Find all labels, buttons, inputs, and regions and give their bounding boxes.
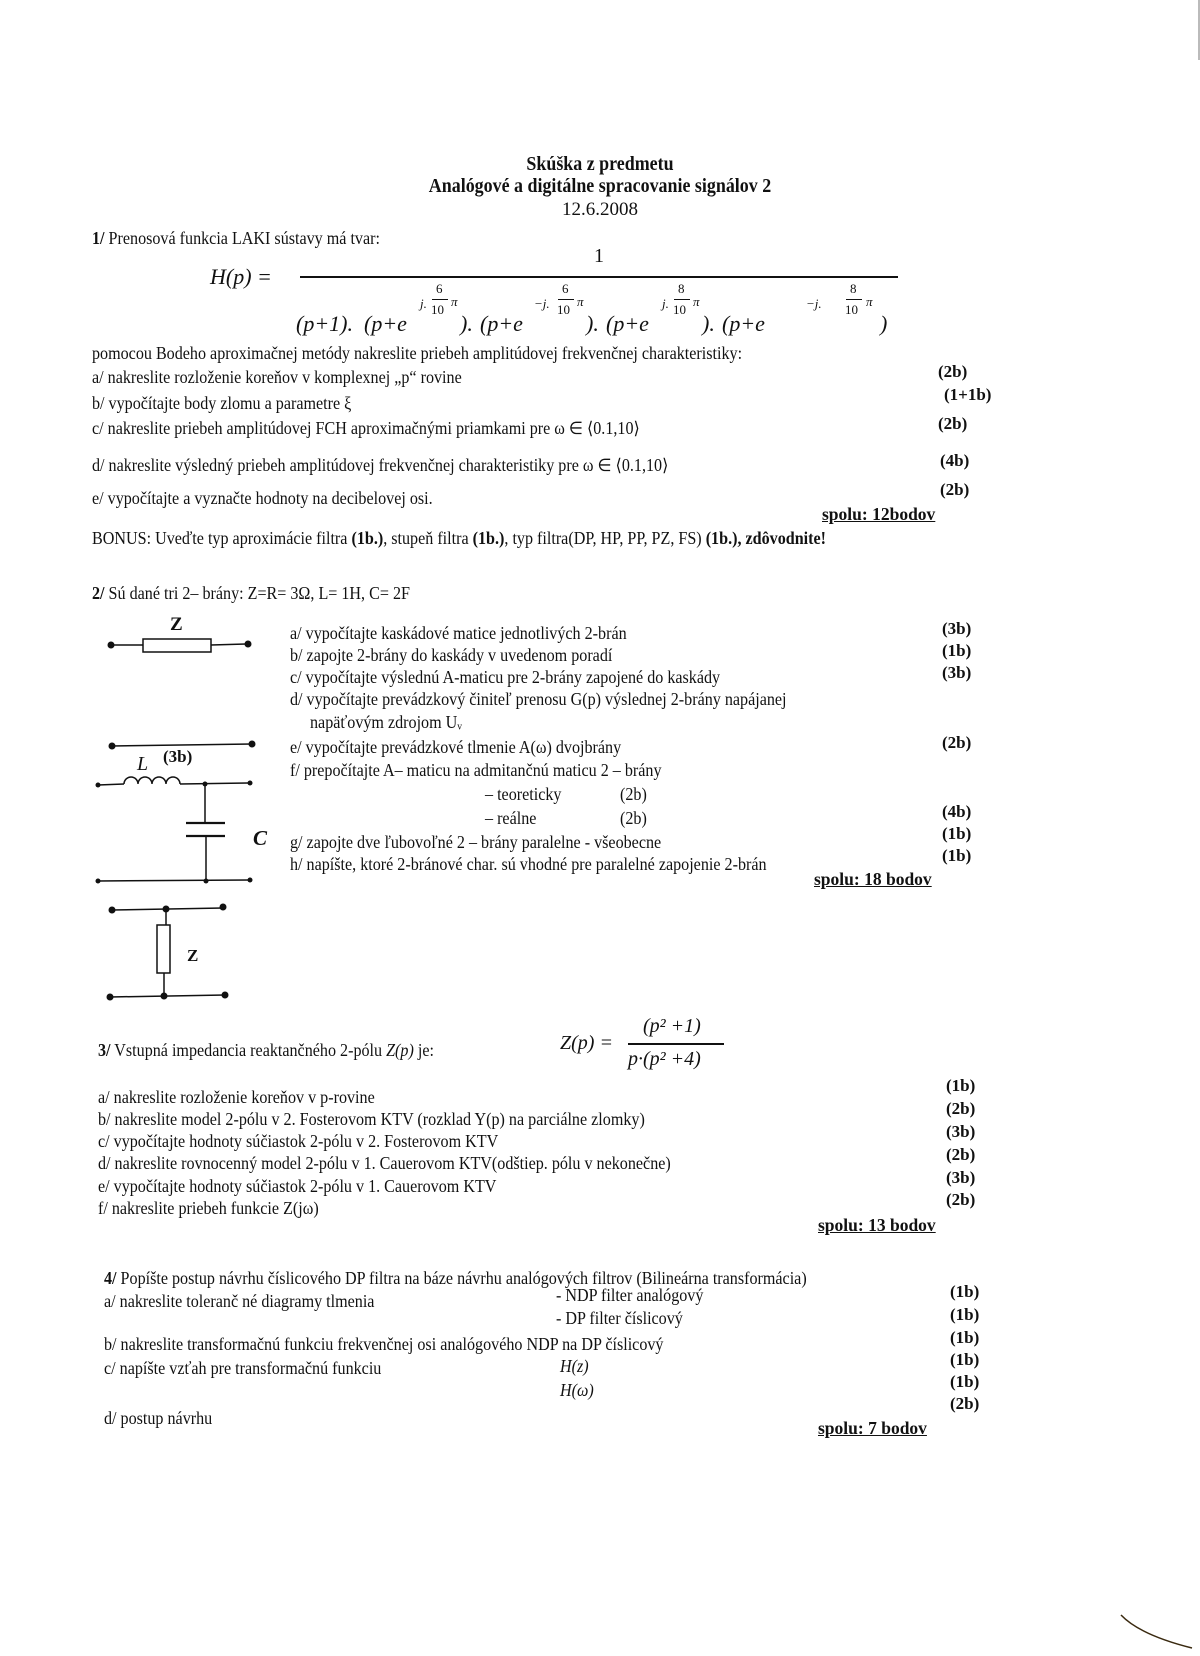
q1-item-c: c/ nakreslite priebeh amplitúdovej FCH aproximačnými priamkami pre ω ∈ ⟨0.1,10⟩ [92,418,640,438]
q1-item-d-points: (4b) [940,451,970,470]
q1-exp-fraction-line [432,299,448,300]
q1-factor-close: ). [460,311,473,336]
q2-item-c-points: (3b) [942,663,972,682]
q4-total: spolu: 7 bodov [818,1418,927,1438]
q3-number: 3/ [98,1040,111,1060]
q4-item-a-digital: - DP filter číslicový [556,1308,683,1328]
q2-item-e: e/ vypočítajte prevádzkové tlmenie A(ω) dvojbrány [290,737,622,757]
q4-item-c-hw-points: (1b) [950,1372,980,1391]
q4-item-a: a/ nakreslite toleranč né diagramy tlmenia [104,1291,375,1311]
q1-bonus [92,528,826,549]
q2-item-f-real-points: (2b) [620,808,647,828]
q1-factor-base: (p+e [722,311,765,336]
q2-item-d-cont: napäťovým zdrojom Uᵥ [310,712,463,732]
q1-factor-exp-pi: π [451,294,458,309]
q3-item-e: e/ vypočítajte hodnoty súčiastok 2-pólu v 1. Cauerovom KTV [98,1176,497,1196]
q1-exp-fraction-line [846,299,862,300]
q1-item-a-points: (2b) [938,362,968,381]
q1-formula-lhs: H(p) = [210,264,272,289]
q3-item-a: a/ nakreslite rozloženie koreňov v p-rovine [98,1087,375,1107]
q2-item-e-points: (2b) [942,733,972,752]
q4-item-a-analog: - NDP filter analógový [556,1285,704,1305]
q4-item-b: b/ nakreslite transformačnú funkciu frekvenčnej osi analógového NDP na DP číslicový [104,1334,664,1354]
q4-item-c: c/ napíšte vzťah pre transformačnú funkciu [104,1358,382,1378]
q2-item-a: a/ vypočítajte kaskádové matice jednotlivých 2-brán [290,623,627,643]
q1-factor-exp-sign: −j. [806,296,822,311]
q2-item-h-points: (1b) [942,846,972,865]
q3-intro-math: Z(p) [386,1040,414,1060]
q3-item-c-points: (3b) [946,1122,976,1141]
q1-total: spolu: 12bodov [822,504,936,524]
capacitor-label: C [253,826,268,850]
q1-fraction-line [300,276,898,278]
q1-item-e-points: (2b) [940,480,970,499]
q2-item-g-points: (1b) [942,824,972,843]
q1-factor-exp-pi: π [866,294,873,309]
exam-date: 12.6.2008 [562,199,638,220]
q4-item-d-points: (2b) [950,1394,980,1413]
q1-factor-p1: (p+1). [296,311,353,336]
q3-item-c: c/ vypočítajte hodnoty súčiastok 2-pólu v 2. Fosterovom KTV [98,1131,499,1151]
exam-title: Skúška z predmetu [526,154,674,175]
q1-task-intro: pomocou Bodeho aproximačnej metódy nakreslite priebeh amplitúdovej frekvenčnej charakteristiky: [92,343,743,363]
q2-item-a-points: (3b) [942,619,972,638]
q1-factor-exp-num: 8 [850,281,857,296]
q3-fraction-line [628,1043,724,1045]
q2-intro [92,583,410,604]
q1-factor-exp-sign: j. [662,296,669,311]
q4-number: 4/ [104,1268,117,1288]
q2-total: spolu: 18 bodov [814,869,932,889]
course-title: Analógové a digitálne spracovanie signálov 2 [428,176,772,197]
q3-item-a-points: (1b) [946,1076,976,1095]
q1-intro-text: Prenosová funkcia LAKI sústavy má tvar: [108,228,380,248]
q1-factor-base: (p+e [606,311,649,336]
bonus-points-2: (1b.) [472,528,505,548]
z2-label: Z [187,946,199,965]
q4-intro-text: Popíšte postup návrhu číslicového DP filtra na báze návrhu analógových filtrov (Bilineárna transformácia) [120,1268,807,1288]
q1-factor-exp-num: 6 [436,281,443,296]
q1-factor-exp-pi: π [577,294,584,309]
q1-factor-exp-num: 6 [562,281,569,296]
q4-item-c-hz: H(z) [560,1356,589,1376]
inductor-points: (3b) [163,747,193,766]
q2-item-b: b/ zapojte 2-brány do kaskády v uvedenom poradí [290,645,613,665]
q1-number: 1/ [92,228,105,248]
q2-item-g: g/ zapojte dve ľubovoľné 2 – brány paralelne - všeobecne [290,832,662,852]
q3-item-d: d/ nakreslite rovnocenný model 2-pólu v 1. Cauerovom KTV(odštiep. pólu v nekonečne) [98,1153,671,1173]
q4-item-a-analog-points: (1b) [950,1282,980,1301]
q1-item-e: e/ vypočítajte a vyznačte hodnoty na decibelovej osi. [92,488,433,508]
q3-item-e-points: (3b) [946,1168,976,1187]
q2-item-f-points: (4b) [942,802,972,821]
q3-item-b: b/ nakreslite model 2-pólu v 2. Fosterovom KTV (rozklad Y(p) na parciálne zlomky) [98,1109,645,1129]
q1-item-c-points: (2b) [938,414,968,433]
q2-item-f-theory: – teoreticky [485,784,562,804]
q1-factor-exp-num: 8 [678,281,685,296]
q3-item-f-points: (2b) [946,1190,976,1209]
q4-item-b-points: (1b) [950,1328,980,1347]
q1-item-a: a/ nakreslite rozloženie koreňov v komplexnej „p“ rovine [92,367,462,387]
q1-factor-exp-den: 10 [673,302,686,317]
q3-intro [98,1040,434,1061]
q1-formula-numerator: 1 [594,245,604,267]
bonus-prefix: BONUS: Uveďte typ aproximácie filtra [92,528,352,548]
q3-item-f: f/ nakreslite priebeh funkcie Z(jω) [98,1198,319,1218]
q2-number: 2/ [92,583,105,603]
q2-item-c: c/ vypočítajte výslednú A-maticu pre 2-brány zapojené do kaskády [290,667,721,687]
q1-factor-close: ). [702,311,715,336]
q3-intro-end: je: [413,1040,434,1060]
q1-factor-exp-sign: j. [420,296,427,311]
q1-factor-exp-pi: π [693,294,700,309]
q1-factor-base: (p+e [480,311,523,336]
inductor-label: L [137,753,149,775]
q1-factor-close: ) [880,311,888,336]
q1-item-b: b/ vypočítajte body zlomu a parametre ξ [92,393,352,413]
bonus-points-1: (1b.) [351,528,384,548]
q3-formula-denominator: p·(p² +4) [628,1048,701,1070]
q2-intro-text: Sú dané tri 2– brány: Z=R= 3Ω, L= 1H, C= 2F [108,583,410,603]
bonus-points-3: (1b.), zdôvodnite! [705,528,827,548]
q1-exp-fraction-line [558,299,574,300]
q3-formula-lhs: Z(p) = [560,1032,613,1054]
q1-factor-close: ). [586,311,599,336]
q1-exp-fraction-line [674,299,690,300]
q4-item-c-hz-points: (1b) [950,1350,980,1369]
q3-item-b-points: (2b) [946,1099,976,1118]
q1-factor-base: (p+e [364,311,407,336]
q2-item-d: d/ vypočítajte prevádzkový činiteľ prenosu G(p) výslednej 2-brány napájanej [290,689,787,709]
q1-factor-exp-sign: −j. [534,296,550,311]
q2-item-f-real: – reálne [485,808,537,828]
q1-intro [92,228,380,249]
q2-item-h: h/ napíšte, ktoré 2-bránové char. sú vhodné pre paralelné zapojenie 2-brán [290,854,767,874]
q3-intro-text: Vstupná impedancia reaktančného 2-pólu [114,1040,387,1060]
z1-label: Z [170,614,183,635]
q1-item-b-points: (1+1b) [944,385,992,404]
q2-item-b-points: (1b) [942,641,972,660]
bonus-mid-1: , stupeň filtra [383,528,473,548]
q4-item-d: d/ postup návrhu [104,1408,213,1428]
q1-factor-exp-den: 10 [431,302,444,317]
q2-item-f-theory-points: (2b) [620,784,647,804]
q1-factor-exp-den: 10 [557,302,570,317]
q4-item-c-hw: H(ω) [560,1380,594,1400]
pen-stroke-mark [0,0,1,1]
bonus-mid-2: , typ filtra(DP, HP, PP, PZ, FS) [504,528,706,548]
q1-item-d: d/ nakreslite výsledný priebeh amplitúdovej frekvenčnej charakteristiky pre ω ∈ ⟨0.1,10⟩ [92,455,669,475]
q2-item-f: f/ prepočítajte A– maticu na admitančnú maticu 2 – brány [290,760,662,780]
q3-formula-numerator: (p² +1) [643,1015,701,1037]
q3-item-d-points: (2b) [946,1145,976,1164]
q1-factor-exp-den: 10 [845,302,858,317]
q4-item-a-digital-points: (1b) [950,1305,980,1324]
q3-total: spolu: 13 bodov [818,1215,936,1235]
